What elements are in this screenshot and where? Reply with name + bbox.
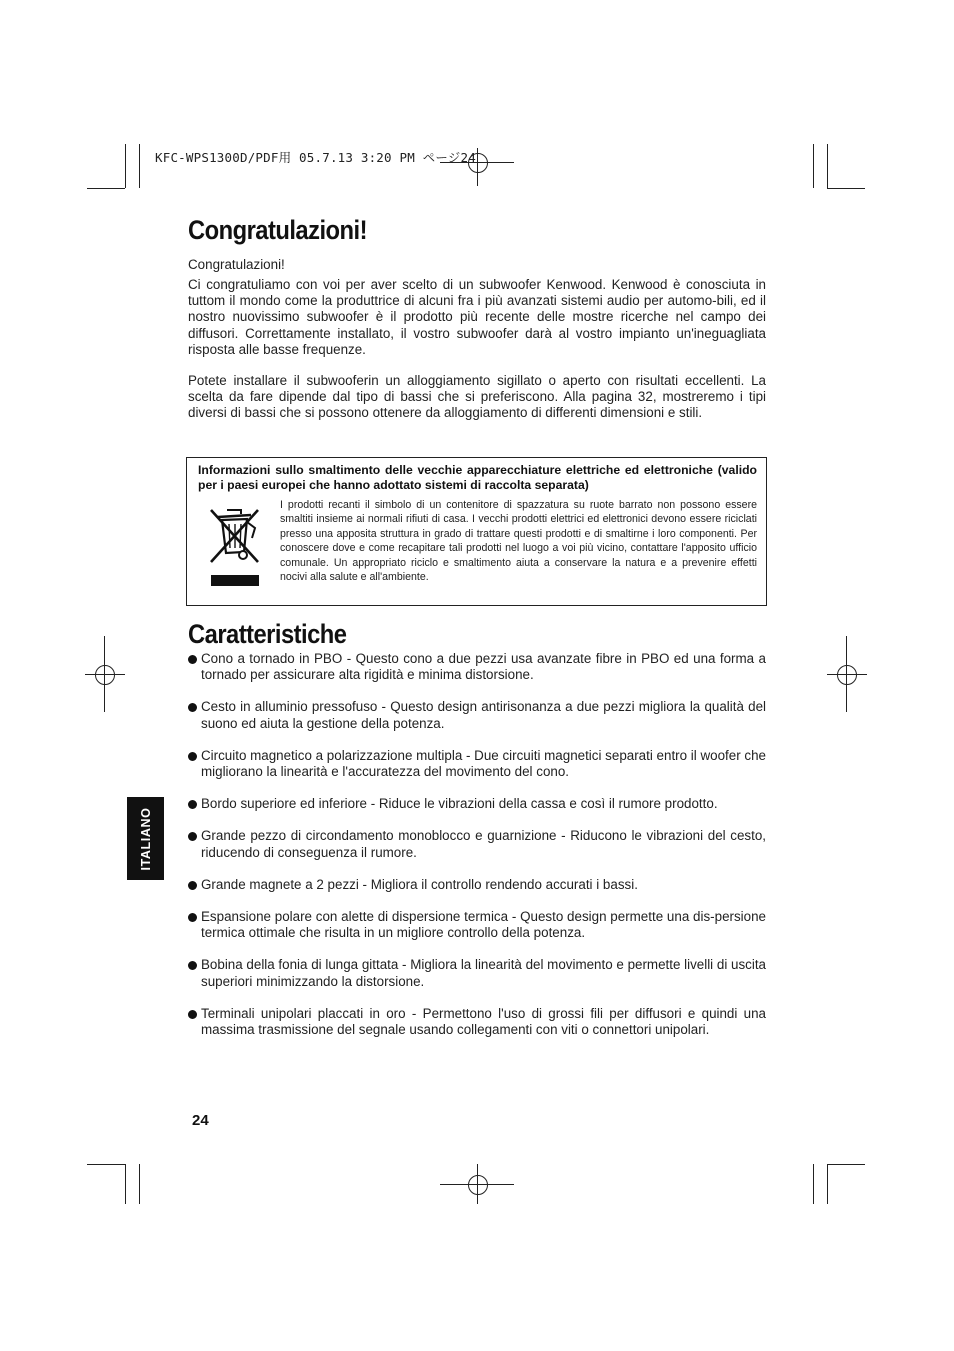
list-item [188,957,766,989]
feature-text: Grande magnete a 2 pezzi - Migliora il controllo rendendo accurati i bassi. [201,876,638,892]
page-number: 24 [192,1112,209,1129]
list-item [188,1006,766,1038]
features-list [188,651,766,1054]
bullet-icon [188,961,197,970]
bullet-icon [188,913,197,922]
bullet-icon [188,800,197,809]
list-item [188,828,766,860]
feature-text: Grande pezzo di circondamento monoblocco e guarnizione - Riducono le vibrazioni del cesto, riducendo di conseguenza il rumore. [201,828,766,860]
feature-text: Bordo superiore ed inferiore - Riduce le vibrazioni della cassa e così il rumore prodotto. [201,796,718,812]
bullet-icon [188,832,197,841]
list-item [188,796,766,812]
feature-text: Terminali unipolari placcati in oro - Permettono l'uso di grossi fili per diffusori e quindi una massima trasmissione del segnale usando collegamenti con viti o connettori unipolari. [201,1005,766,1038]
disposal-info-title: Informazioni sullo smaltimento delle vecchie apparecchiature elettriche ed elettroniche (valido per i paesi europei che hanno adottato sistemi di raccolta separata) [198,463,757,492]
congratulations-greeting: Congratulazioni! [188,257,285,272]
feature-text: Espansione polare con alette di dispersione termica - Questo design permette una dis-persione termica ottimale che risulta in un migliore controllo della potenza. [201,909,766,941]
list-item [188,877,766,893]
congratulations-paragraph-1: Ci congratuliamo con voi per aver scelto di un subwoofer Kenwood. Kenwood è conosciuta in tuttom il mondo come la produttrice di alcuni fra i più avanzati sistemi audio per automo-bili, ed il nostro nuovissimo subwoofer è il prodotto più recente delle mostre ricerche nel campo dei diffusori. Correttamente installato, il vostro subwoofer darà al vostro impianto un'ineguagliata risposta alle basse frequenze. [188,277,766,357]
disposal-info-body: I prodotti recanti il simbolo di un contenitore di spazzatura su ruote barrato non possono essere smaltiti insieme ai normali rifiuti di casa. I vecchi prodotti elettrici ed elettronici devono essere riciclati presso una apposita struttura in grado di trattare questi prodotti e di smaltirne i loro componenti. Per conoscere dove e come recapitare tali prodotti nel luogo a voi più vicino, contattare l'apposito ufficio comunale. Un appropriato riciclo e smaltimento aiuta a conservare la natura e a prevenire effetti nocivi alla salute e all'ambiente. [280,499,757,584]
language-tab [127,797,164,880]
list-item [188,748,766,780]
bullet-icon [188,703,197,712]
list-item [188,909,766,941]
feature-text: Bobina della fonia di lunga gittata - Migliora la linearità del movimento e permette livelli di uscita superiori minimizzando la distorsione. [201,957,766,989]
crossed-out-wheelie-bin-icon [205,502,263,588]
bullet-icon [188,752,197,761]
list-item [188,699,766,731]
feature-text: Cesto in alluminio pressofuso - Questo design antirisonanza a due pezzi migliora la qualità del suono ed aiuta la gestione della potenza. [201,699,766,731]
features-title: Caratteristiche [188,619,347,649]
congratulations-title: Congratulazioni! [188,215,367,245]
list-item [188,651,766,683]
bullet-icon [188,655,197,664]
feature-text: Circuito magnetico a polarizzazione multipla - Due circuiti magnetici separati entro il woofer che migliorano la linearità e l'accuratezza del movimento del cono. [201,747,766,780]
language-tab-label: ITALIANO [138,807,153,870]
feature-text: Cono a tornado in PBO - Questo cono a due pezzi usa avanzate fibre in PBO ed una forma a tornado per assicurare alta rigidità e minima distorsione. [201,651,766,683]
congratulations-paragraph-2: Potete installare il subwooferin un alloggiamento sigillato o aperto con risultati eccellenti. La scelta da fare dipende dal tipo di bassi che si preferiscono. Alla pagina 32, mostreremo i tipi diversi di bassi che si possono ottenere da alloggiamento di differenti dimensioni e stili. [188,373,766,421]
bullet-icon [188,881,197,890]
disposal-info-box [186,457,767,606]
bullet-icon [188,1010,197,1019]
print-header: KFC-WPS1300D/PDF用 05.7.13 3:20 PM ページ24 [155,150,476,165]
